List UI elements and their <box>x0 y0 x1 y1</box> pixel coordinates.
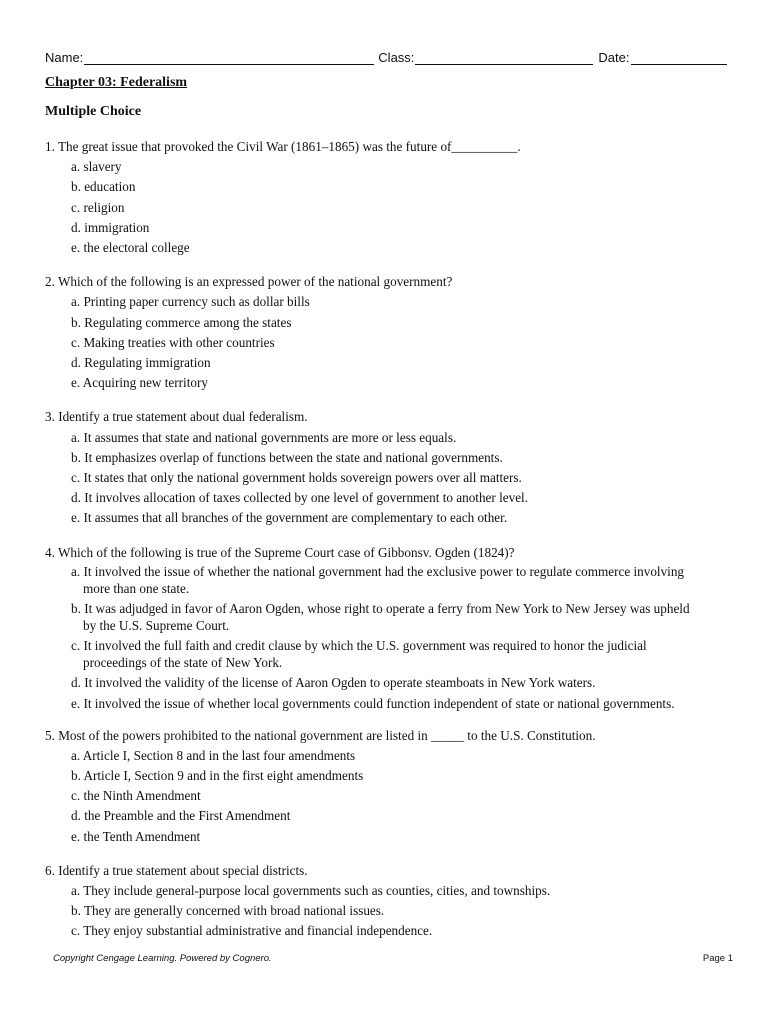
question-list <box>45 137 705 956</box>
answer-option: e. the Tenth Amendment <box>71 828 201 844</box>
page-footer <box>53 953 733 969</box>
question-stem: 4. Which of the following is true of the Supreme Court case of Gibbonsv. Ogden (1824)? <box>45 544 515 560</box>
answer-option: c. It states that only the national government holds sovereign powers over all matters. <box>71 470 522 486</box>
answer-option: a. They include general-purpose local governments such as counties, cities, and townships. <box>71 883 551 899</box>
answer-option: b. It was adjudged in favor of Aaron Ogden, whose right to operate a ferry from New York to New Jersey was upheld by the U.S. Supreme Court. <box>71 601 690 634</box>
answer-option: d. Regulating immigration <box>71 355 211 371</box>
answer-option: e. the electoral college <box>71 240 190 256</box>
page-number: Page 1 <box>702 953 733 964</box>
answer-option: b. Article I, Section 9 and in the first eight amendments <box>71 768 364 784</box>
answer-option: c. religion <box>71 199 125 215</box>
question-stem: 6. Identify a true statement about special districts. <box>45 862 308 878</box>
question-stem: 5. Most of the powers prohibited to the national government are listed in _____ to the U.S. Constitution. <box>45 727 596 743</box>
answer-option: b. It emphasizes overlap of functions between the state and national governments. <box>71 449 503 465</box>
answer-option: b. They are generally concerned with broad national issues. <box>71 903 385 919</box>
answer-option: b. Regulating commerce among the states <box>71 314 292 330</box>
question-1 <box>45 137 705 258</box>
question-2 <box>45 272 705 393</box>
student-info-header <box>45 45 725 65</box>
answer-option: e. Acquiring new territory <box>71 375 208 391</box>
name-label: Name: <box>45 50 84 65</box>
section-title: Multiple Choice <box>45 104 142 119</box>
answer-option: c. Making treaties with other countries <box>71 334 275 350</box>
copyright-notice: Copyright Cengage Learning. Powered by Cognero. <box>53 953 272 964</box>
chapter-title: Chapter 03: Federalism <box>45 75 188 90</box>
question-stem: 3. Identify a true statement about dual federalism. <box>45 409 308 425</box>
question-5 <box>45 726 705 847</box>
date-label: Date: <box>598 50 630 65</box>
answer-option: e. It assumes that all branches of the government are complementary to each other. <box>71 510 508 526</box>
answer-option: d. It involved the validity of the license of Aaron Ogden to operate steamboats in New York waters. <box>71 675 596 691</box>
answer-option: c. the Ninth Amendment <box>71 788 201 804</box>
question-stem: 1. The great issue that provoked the Civil War (1861–1865) was the future of__________. <box>45 139 521 154</box>
date-field <box>598 50 726 65</box>
question-4 <box>45 543 705 712</box>
answer-option: a. It assumes that state and national governments are more or less equals. <box>71 429 457 445</box>
answer-option: e. It involved the issue of whether local governments could function independent of state or national governments. <box>71 695 675 711</box>
date-blank[interactable] <box>631 50 727 65</box>
answer-option: d. immigration <box>71 219 150 235</box>
answer-option: a. It involved the issue of whether the national government had the exclusive power to regulate commerce involving more than one state. <box>71 563 685 596</box>
class-field <box>378 50 593 65</box>
name-blank[interactable] <box>84 50 374 65</box>
name-field <box>45 50 374 65</box>
question-stem: 2. Which of the following is an expressed power of the national government? <box>45 274 453 290</box>
answer-option: a. slavery <box>71 159 122 175</box>
answer-option: a. Article I, Section 8 and in the last four amendments <box>71 747 356 763</box>
answer-option: a. Printing paper currency such as dollar bills <box>71 294 310 310</box>
question-6 <box>45 861 705 942</box>
answer-option: d. the Preamble and the First Amendment <box>71 808 291 824</box>
class-blank[interactable] <box>415 50 593 65</box>
answer-option: c. It involved the full faith and credit clause by which the U.S. government was required to honor the judicial proceedings of the state of New York. <box>71 638 647 671</box>
answer-option: d. It involves allocation of taxes collected by one level of government to another level. <box>71 490 529 506</box>
answer-option: c. They enjoy substantial administrative and financial independence. <box>71 923 433 939</box>
question-3 <box>45 407 705 528</box>
class-label: Class: <box>378 50 415 65</box>
answer-option: b. education <box>71 179 136 195</box>
